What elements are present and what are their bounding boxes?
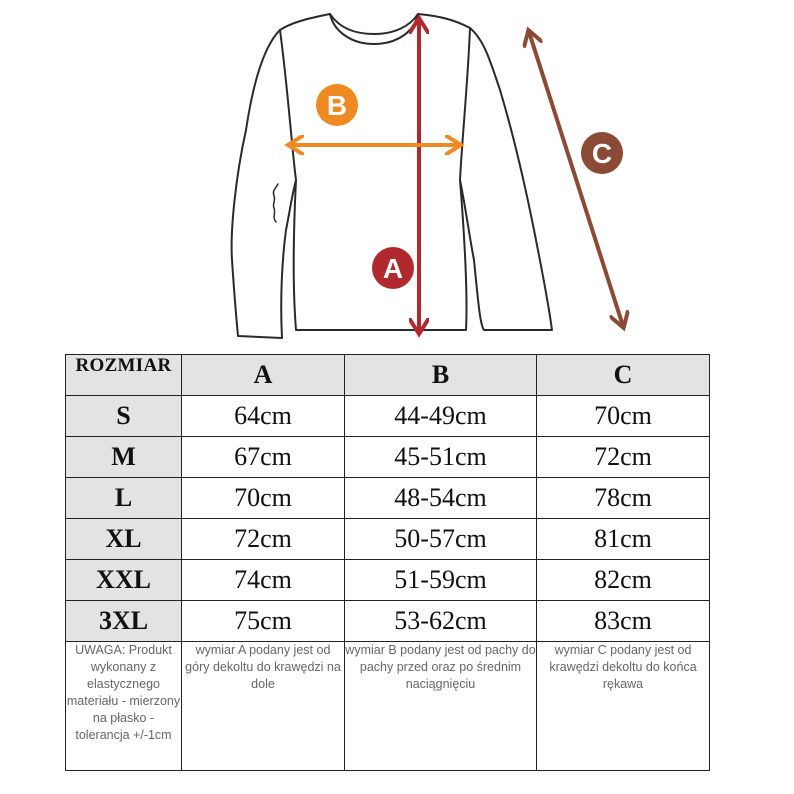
header-c: C [537,355,710,396]
measure-c-label: C [591,138,613,169]
header-rozmiar: ROZMIAR [66,355,182,396]
size-cell: XXL [66,560,182,601]
header-b: B [345,355,537,396]
shirt-outline [232,14,552,338]
note-a: wymiar A podany jest od góry dekoltu do krawędzi na dole [182,642,345,771]
measure-b-label: B [326,90,348,121]
value-b-cell: 44-49cm [345,396,537,437]
value-b-cell: 53-62cm [345,601,537,642]
value-c-cell: 81cm [537,519,710,560]
shirt-measurement-diagram [0,0,794,350]
note-general: UWAGA: Produkt wykonany z elastycznego materiału - mierzony na płasko - tolerancja +/-1cm [66,642,182,771]
value-a-cell: 64cm [182,396,345,437]
table-row [66,519,710,560]
size-cell: XL [66,519,182,560]
note-b: wymiar B podany jest od pachy do pachy przed oraz po średnim naciągnięciu [345,642,537,771]
size-cell: 3XL [66,601,182,642]
size-cell: L [66,478,182,519]
value-a-cell: 72cm [182,519,345,560]
value-a-cell: 67cm [182,437,345,478]
value-c-cell: 82cm [537,560,710,601]
table-row [66,478,710,519]
table-row [66,560,710,601]
value-a-cell: 74cm [182,560,345,601]
value-a-cell: 70cm [182,478,345,519]
table-row [66,396,710,437]
notes-row [66,642,710,771]
value-a-cell: 75cm [182,601,345,642]
value-c-cell: 78cm [537,478,710,519]
value-b-cell: 48-54cm [345,478,537,519]
size-cell: S [66,396,182,437]
size-cell: M [66,437,182,478]
header-a: A [182,355,345,396]
measure-a-label: A [382,253,404,284]
value-c-cell: 70cm [537,396,710,437]
value-c-cell: 83cm [537,601,710,642]
value-b-cell: 51-59cm [345,560,537,601]
size-table [65,354,710,771]
table-row [66,437,710,478]
value-b-cell: 50-57cm [345,519,537,560]
table-header-row [66,355,710,396]
table-row [66,601,710,642]
value-b-cell: 45-51cm [345,437,537,478]
note-c: wymiar C podany jest od krawędzi dekoltu do końca rękawa [537,642,710,771]
value-c-cell: 72cm [537,437,710,478]
